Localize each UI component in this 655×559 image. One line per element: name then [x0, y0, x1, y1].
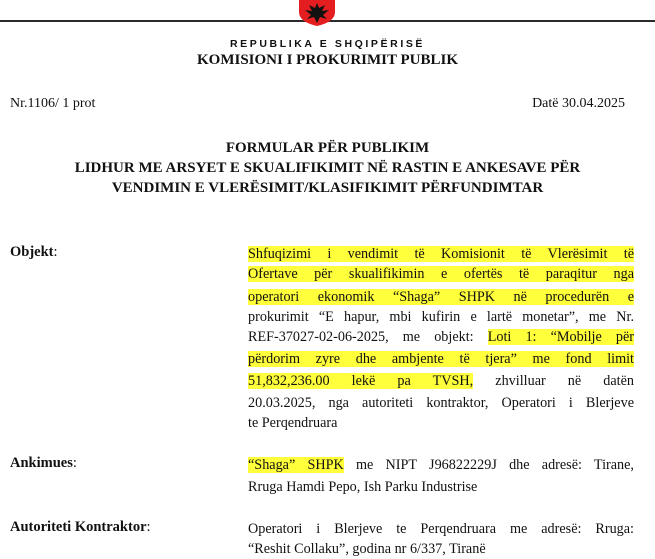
albanian-eagle-emblem-icon	[298, 0, 336, 26]
autoriteti-line: “Reshit Collaku”, godina nr 6/337, Tiranë	[248, 541, 486, 557]
autoriteti-label: Autoriteti Kontraktor:	[10, 519, 151, 535]
objekt-line: përdorim zyre dhe ambjente të tjera” me fond limit	[248, 351, 634, 367]
objekt-line: 20.03.2025, nga autoriteti kontraktor, Operatori i Blerjeve	[248, 395, 634, 411]
objekt-line: prokurimit “E hapur, mbi kufirin e lartë monetar”, me Nr.	[248, 309, 634, 325]
republic-heading: REPUBLIKA E SHQIPËRISË	[229, 38, 426, 50]
objekt-line: te Perqendruara	[248, 415, 338, 431]
objekt-line: REF-37027-02-06-2025, me objekt: Loti 1: “Mobilje për	[248, 329, 634, 345]
ankimues-line: Rruga Hamdi Pepo, Ish Parku Industrise	[248, 479, 478, 495]
title-line: LIDHUR ME ARSYET E SKUALIFIKIMIT NË RASTIN E ANKESAVE PËR	[74, 160, 581, 176]
ankimues-label: Ankimues:	[10, 455, 77, 471]
objekt-line: operatori ekonomik “Shaga” SHPK në procedurën e	[248, 289, 634, 305]
title-line: FORMULAR PËR PUBLIKIM	[225, 140, 430, 156]
objekt-line: Ofertave për skualifikimin e ofertës të paraqitur nga	[248, 266, 634, 282]
autoriteti-line: Operatori i Blerjeve te Perqendruara me adresë: Rruga:	[248, 521, 634, 537]
ankimues-line: “Shaga” SHPK me NIPT J96822229J dhe adresë: Tirane,	[248, 457, 634, 473]
document-date: Datë 30.04.2025	[532, 96, 625, 111]
document-title	[0, 138, 655, 198]
protocol-number: Nr.1106/ 1 prot	[10, 96, 96, 111]
objekt-line: 51,832,236.00 lekë pa TVSH, zhvilluar në datën	[248, 373, 635, 389]
title-line: VENDIMIN E VLERËSIMIT/KLASIFIKIMIT PËRFUNDIMTAR	[111, 180, 544, 196]
institution-name: KOMISIONI I PROKURIMIT PUBLIK	[196, 52, 458, 68]
objekt-label: Objekt:	[10, 244, 58, 260]
objekt-line: Shfuqizimi i vendimit të Komisionit të Vlerësimit të	[248, 246, 634, 262]
